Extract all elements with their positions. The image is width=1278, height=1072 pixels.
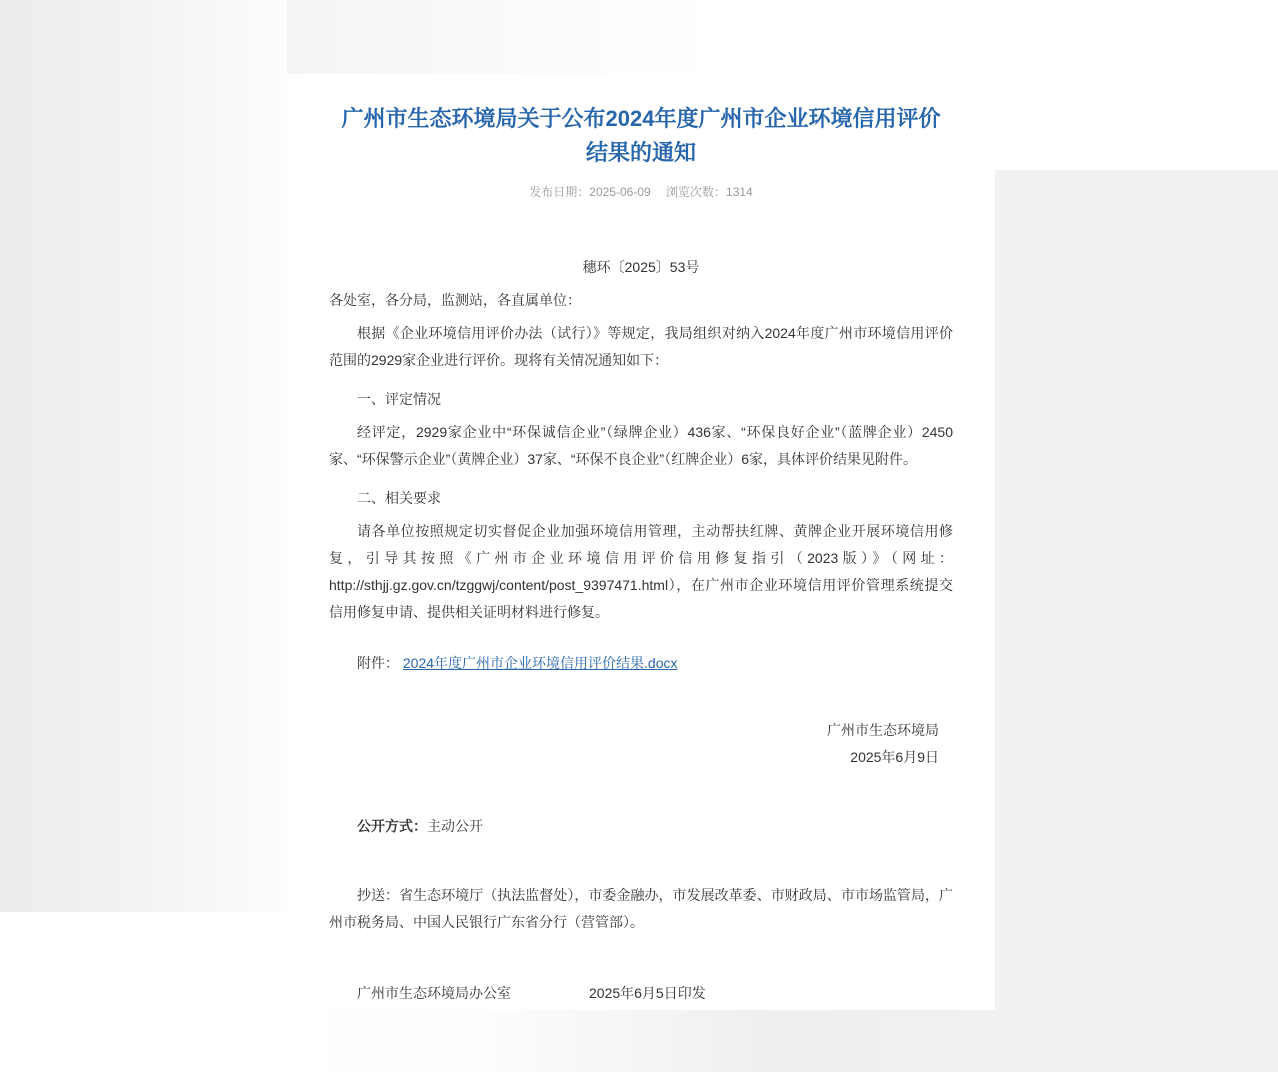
views-count: 1314 [726, 185, 753, 199]
signature-date: 2025年6月9日 [850, 749, 939, 765]
section-heading-1: 一、评定情况 [357, 391, 441, 407]
signer-name: 广州市生态环境局 [827, 722, 939, 738]
disclosure-label: 公开方式： [357, 818, 427, 834]
footer-line [329, 980, 953, 1007]
attachment-line [329, 650, 953, 677]
attachment-label: 附件： [357, 655, 399, 671]
background-bottom-band [287, 1010, 995, 1072]
background-right-panel [995, 170, 1278, 1072]
background-left-gradient [0, 0, 287, 912]
document-body [329, 287, 953, 1007]
footer-office: 广州市生态环境局办公室 [357, 985, 511, 1001]
disclosure-line [329, 813, 953, 840]
document-number: 穗环〔2025〕53号 [582, 259, 700, 275]
background-top-band [287, 0, 717, 74]
views-label: 浏览次数： [666, 185, 727, 199]
signature-block [329, 717, 953, 771]
paragraph-evaluation-results: 经评定，2929家企业中“环保诚信企业”（绿牌企业）436家、“环保良好企业”（蓝牌企业）2450家、“环保警示企业”（黄牌企业）37家、“环保不良企业”（红牌企业）6家，具体评价结果见附件。 [329, 424, 953, 467]
disclosure-value: 主动公开 [427, 818, 483, 834]
paragraph-requirements: 请各单位按照规定切实督促企业加强环境信用管理，主动帮扶红牌、黄牌企业开展环境信用修复，引导其按照《广州市企业环境信用评价信用修复指引（2023版）》（网址：http://sthjj.gz.gov.cn/tzggwj/content/post_9397471.html），在广州市企业环境信用评价管理系统提交信用修复申请、提供相关证明材料进行修复。 [329, 523, 953, 620]
document-meta [329, 184, 953, 200]
publish-date-label: 发布日期： [529, 185, 590, 199]
cc-line: 抄送：省生态环境厅（执法监督处），市委金融办，市发展改革委、市财政局、市市场监管局，广州市税务局、中国人民银行广东省分行（营管部）。 [329, 887, 953, 930]
page-title: 广州市生态环境局关于公布2024年度广州市企业环境信用评价结果的通知 [341, 106, 941, 165]
footer-print-date: 2025年6月5日印发 [589, 985, 706, 1001]
publish-date-value: 2025-06-09 [589, 185, 651, 199]
attachment-docx-link[interactable]: 2024年度广州市企业环境信用评价结果.docx [402, 655, 678, 671]
section-heading-2: 二、相关要求 [357, 490, 441, 506]
document-panel [287, 74, 995, 1010]
paragraph-basis: 根据《企业环境信用评价办法（试行）》等规定，我局组织对纳入2024年度广州市环境信用评价范围的2929家企业进行评价。现将有关情况通知如下： [329, 325, 953, 368]
salutation-line: 各处室，各分局，监测站，各直属单位： [329, 292, 581, 308]
